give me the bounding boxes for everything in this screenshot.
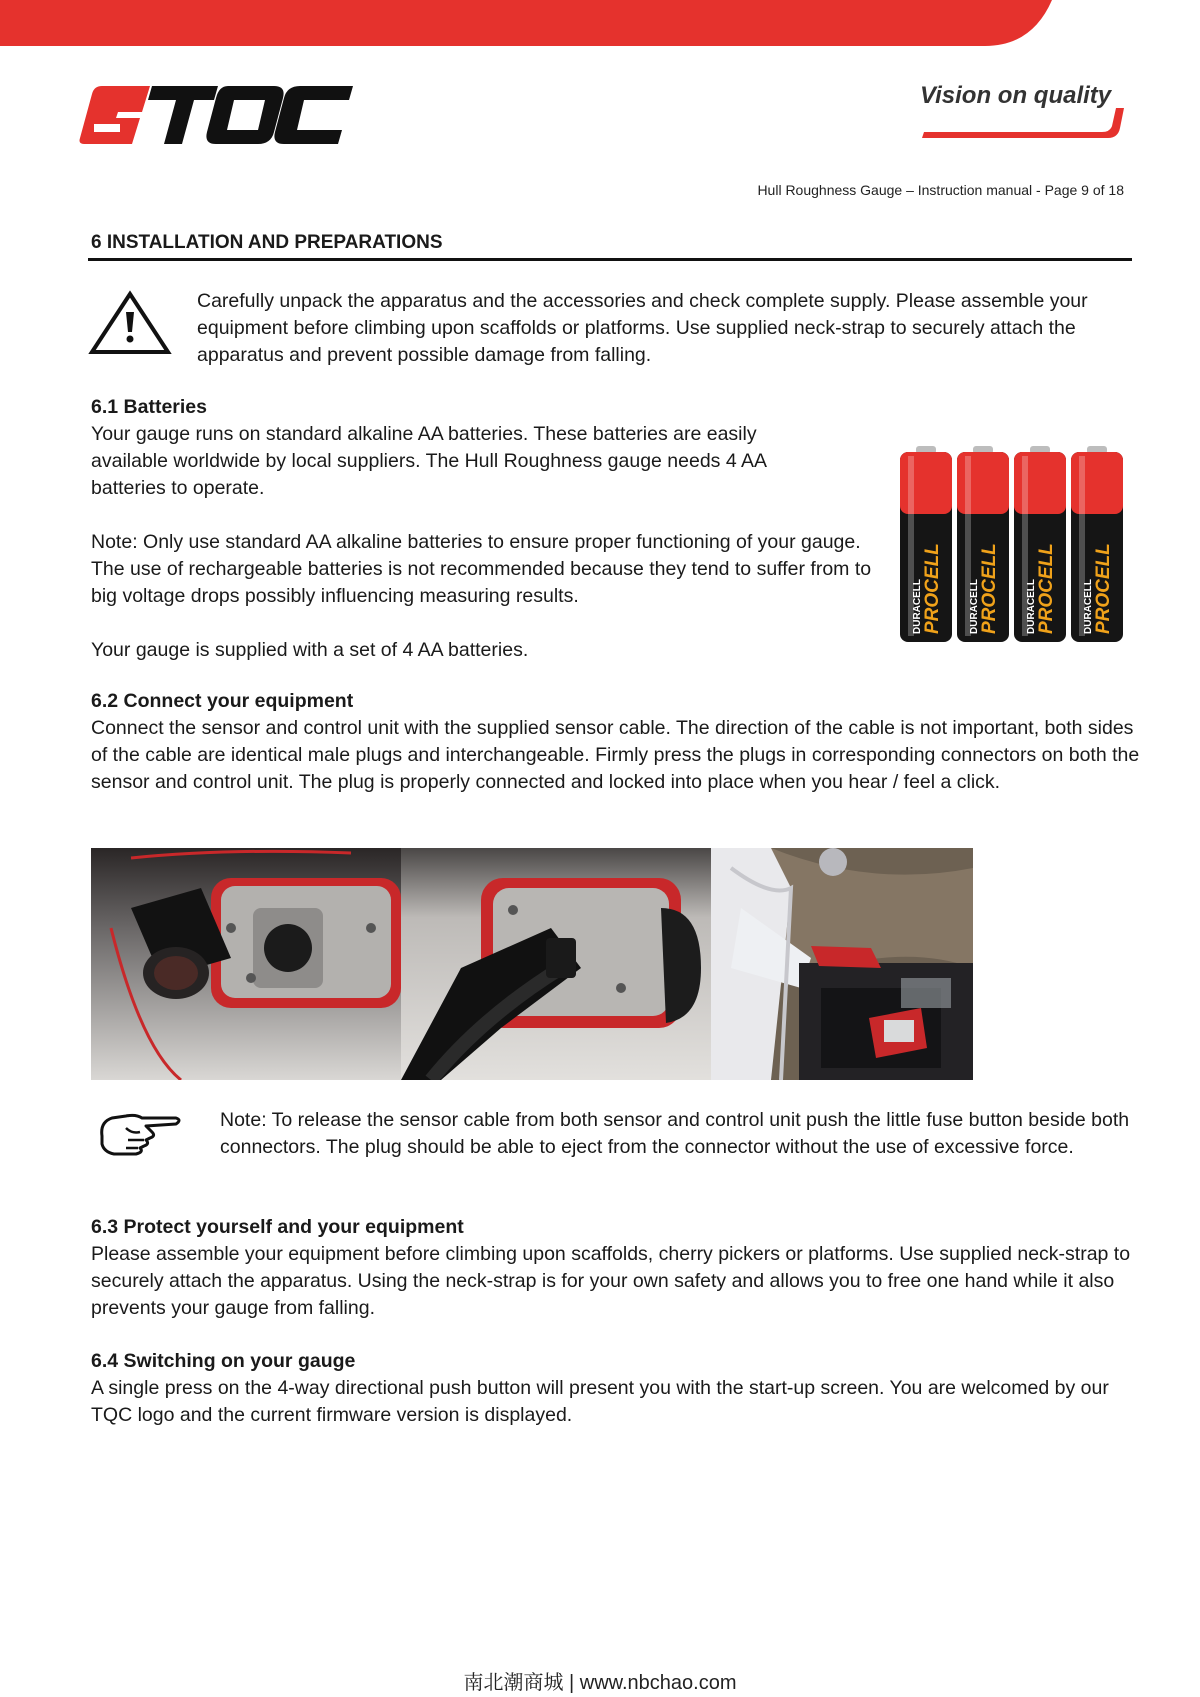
protect-heading: 6.3 Protect yourself and your equipment: [91, 1216, 464, 1238]
section-divider: [88, 258, 1132, 261]
battery-brand-label: DURACELL: [1083, 579, 1094, 634]
svg-text:TQC: TQC: [78, 84, 81, 85]
running-header: Hull Roughness Gauge – Instruction manual - Page 9 of 18: [757, 182, 1124, 198]
top-brand-bar: [0, 0, 1200, 48]
tagline: [912, 82, 1124, 148]
tagline-text: Vision on quality: [920, 82, 1112, 109]
battery: [1071, 446, 1123, 642]
pointing-hand-icon: [96, 1110, 182, 1158]
connect-para: Connect the sensor and control unit with the supplied sensor cable. The direction of the cable is not important, both sides of the cable are identical male plugs and interchangeable. Firmly press the plugs in corresponding connectors on both the sensor and control unit. The plug is properly connected and locked into place when you hear / feel a click.: [91, 717, 1140, 793]
tqc-logo: [78, 84, 353, 146]
battery: [957, 446, 1009, 642]
battery-model-label: PROCELL: [979, 543, 1000, 634]
operator-field-photo: [711, 848, 973, 1080]
sensor-connector-photo: [91, 848, 401, 1080]
battery: [900, 446, 952, 642]
batteries-heading: 6.1 Batteries: [91, 396, 207, 418]
release-note: Note: To release the sensor cable from both sensor and control unit push the little fuse button beside both connectors. The plug should be able to eject from the connector without the use of excessive force.: [220, 1109, 1130, 1158]
footer-site-link[interactable]: 南北潮商城 | www.nbchao.com: [463, 1672, 737, 1694]
battery-model-label: PROCELL: [1093, 543, 1114, 634]
protect-para: Please assemble your equipment before climbing upon scaffolds, cherry pickers or platforms. Use supplied neck-strap to securely attach the apparatus. Using the neck-strap is for your own safety and allows you to free one hand while it also prevents your gauge from falling.: [91, 1243, 1131, 1319]
battery-brand-label: DURACELL: [912, 579, 923, 634]
cable-plugged-photo: [401, 848, 711, 1080]
batteries-para-1: Your gauge runs on standard alkaline AA batteries. These batteries are easily available worldwide by local suppliers. The Hull Roughness gauge needs 4 AA batteries to operate.: [91, 423, 766, 499]
battery-brand-label: DURACELL: [969, 579, 980, 634]
section-title: 6 INSTALLATION AND PREPARATIONS: [91, 232, 443, 253]
batteries-para-2: Note: Only use standard AA alkaline batteries to ensure proper functioning of your gauge. The use of rechargeable batteries is not recommended because they tend to suffer from to big voltage drops possibly influencing measuring results.: [91, 531, 872, 607]
battery: [1014, 446, 1066, 642]
warning-text: Carefully unpack the apparatus and the accessories and check complete supply. Please assemble your equipment before climbing upon scaffolds or platforms. Use supplied neck-strap to securely attach the apparatus and prevent possible damage from falling.: [197, 290, 1088, 366]
batteries-image: [900, 446, 1130, 644]
switching-para: A single press on the 4-way directional push button will present you with the start-up screen. You are welcomed by our TQC logo and the current firmware version is displayed.: [91, 1377, 1109, 1426]
warning-triangle-icon: [88, 290, 172, 356]
switching-heading: 6.4 Switching on your gauge: [91, 1350, 356, 1372]
connect-heading: 6.2 Connect your equipment: [91, 690, 354, 712]
battery-brand-label: DURACELL: [1026, 579, 1037, 634]
battery-model-label: PROCELL: [922, 543, 943, 634]
batteries-para-3: Your gauge is supplied with a set of 4 AA batteries.: [91, 639, 529, 661]
battery-model-label: PROCELL: [1036, 543, 1057, 634]
